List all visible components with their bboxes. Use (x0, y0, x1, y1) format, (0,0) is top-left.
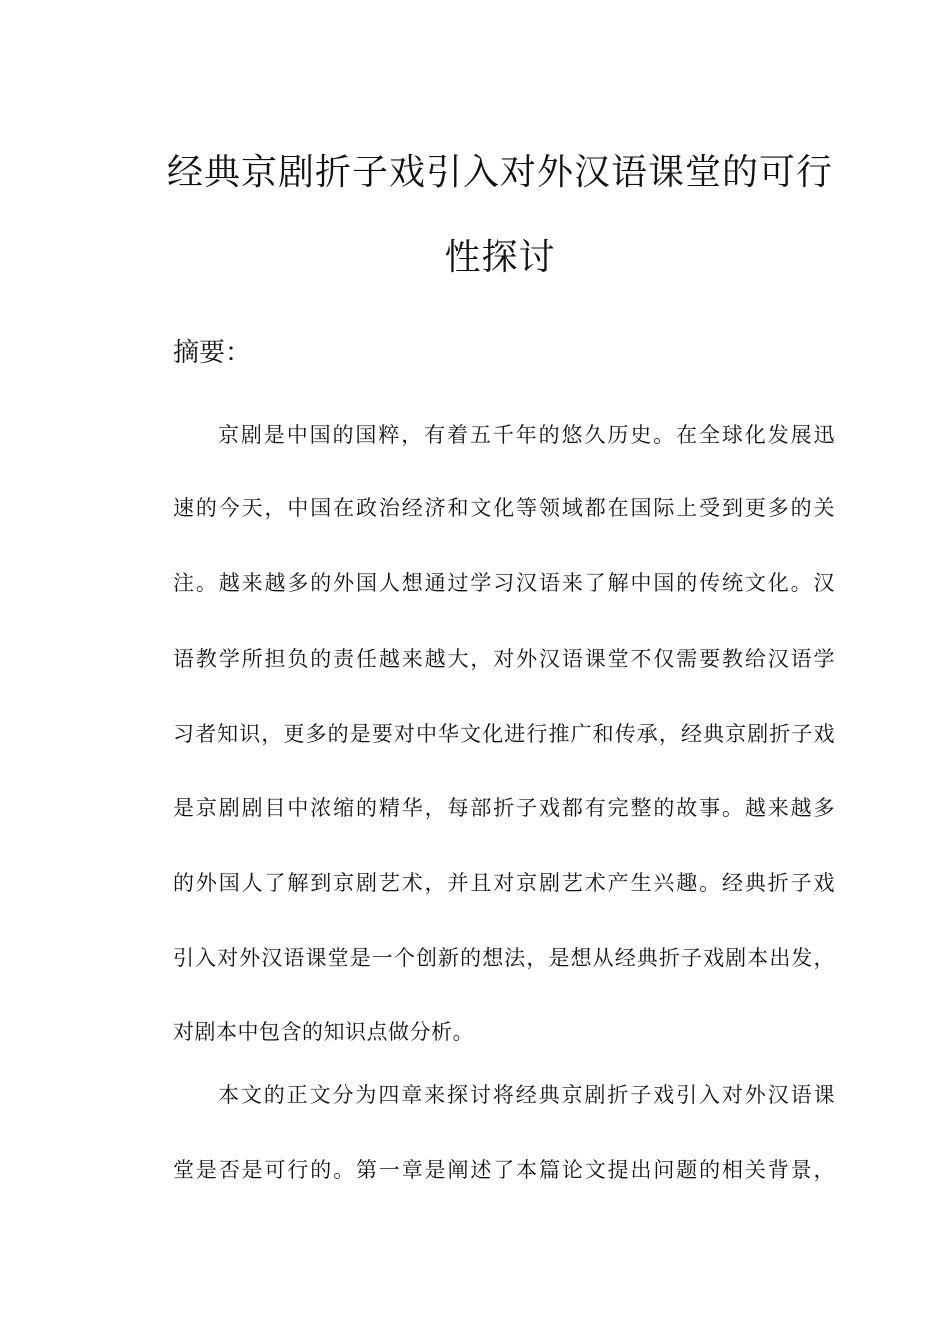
body-line-5: 习者知识，更多的是要对中华文化进行推广和传承，经典京剧折子戏 (173, 722, 835, 746)
body-line-6: 是京剧剧目中浓缩的精华，每部折子戏都有完整的故事。越来越多 (173, 796, 835, 820)
document-title-line-2: 性探讨 (444, 237, 556, 278)
body-line-8: 引入对外汉语课堂是一个创新的想法，是想从经典折子戏剧本出发， (173, 946, 835, 970)
body-line-4: 语教学所担负的责任越来越大，对外汉语课堂不仅需要教给汉语学 (173, 647, 835, 671)
body-line-2: 速的今天，中国在政治经济和文化等领域都在国际上受到更多的关 (173, 496, 835, 520)
body-line-1: 京剧是中国的国粹，有着五千年的悠久历史。在全球化发展迅 (218, 423, 835, 447)
body-line-11: 堂是否是可行的。第一章是阐述了本篇论文提出问题的相关背景， (173, 1158, 835, 1182)
body-line-3: 注。越来越多的外国人想通过学习汉语来了解中国的传统文化。汉 (173, 571, 835, 595)
body-line-9: 对剧本中包含的知识点做分析。 (173, 1020, 474, 1044)
body-line-10: 本文的正文分为四章来探讨将经典京剧折子戏引入对外汉语课 (218, 1083, 835, 1107)
body-line-7: 的外国人了解到京剧艺术，并且对京剧艺术产生兴趣。经典折子戏 (173, 871, 835, 895)
document-title-line-1: 经典京剧折子戏引入对外汉语课堂的可行 (166, 152, 833, 193)
abstract-heading: 摘要： (173, 338, 252, 368)
